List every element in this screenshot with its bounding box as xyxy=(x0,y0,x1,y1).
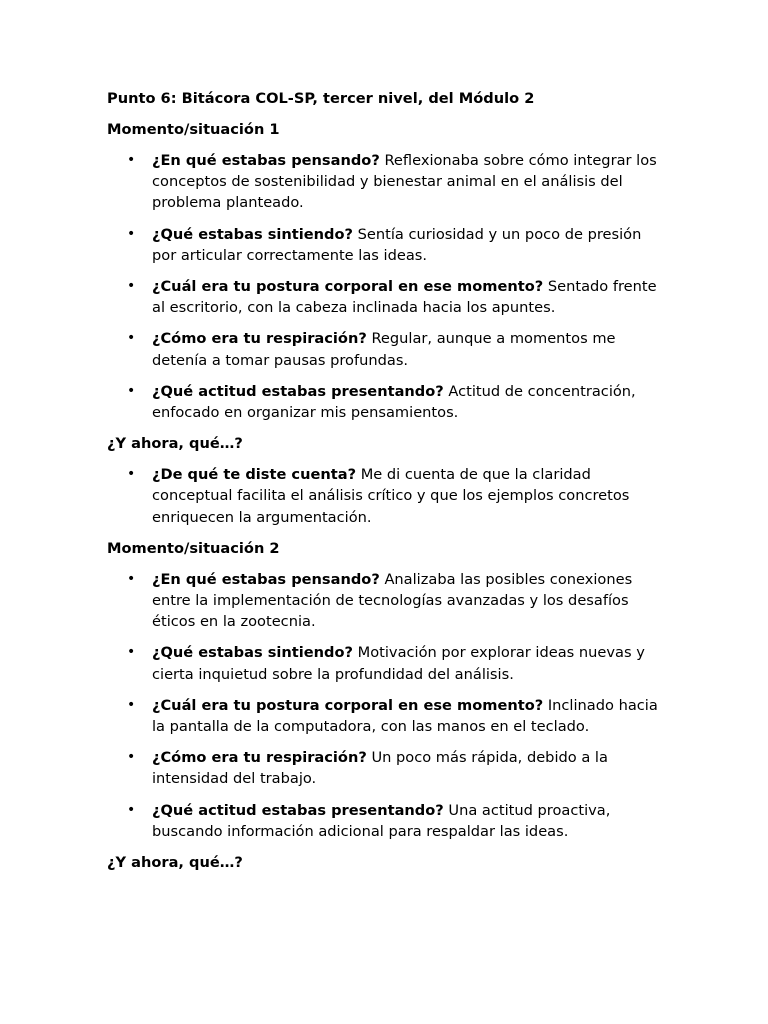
bullet-icon: • xyxy=(127,278,136,295)
question-text: ¿Cuál era tu postura corporal en ese momento? xyxy=(152,696,544,714)
bullet-icon: • xyxy=(127,382,136,399)
answer-text: Analizaba las posibles conexiones entre la implementación de tecnologías avanzadas y los desafíos éticos en la zootecnia. xyxy=(152,570,633,631)
question-list xyxy=(107,150,667,423)
list-item xyxy=(107,800,667,842)
list-item xyxy=(107,695,667,737)
question-text: ¿De qué te diste cuenta? xyxy=(152,466,357,484)
list-item xyxy=(107,747,667,789)
section-heading: ¿Y ahora, qué…? xyxy=(107,435,243,453)
answer-text: Motivación por explorar ideas nuevas y cierta inquietud sobre la profundidad del análisis. xyxy=(152,644,645,683)
bullet-icon: • xyxy=(127,152,136,168)
section-heading: ¿Y ahora, qué…? xyxy=(107,854,243,872)
list-item xyxy=(107,642,667,684)
bullet-icon: • xyxy=(127,644,136,661)
bullet-icon: • xyxy=(127,801,136,818)
question-text: ¿Qué estabas sintiendo? xyxy=(152,644,353,662)
list-item xyxy=(107,464,667,528)
bullet-icon: • xyxy=(127,225,136,242)
bullet-icon: • xyxy=(127,466,136,483)
question-text: ¿Cómo era tu respiración? xyxy=(152,749,367,767)
answer-text: Un poco más rápida, debido a la intensidad del trabajo. xyxy=(152,749,608,788)
bullet-icon: • xyxy=(127,749,136,766)
section-4 xyxy=(107,852,667,873)
answer-text: Sentado frente al escritorio, con la cabeza inclinada hacia los apuntes. xyxy=(152,278,657,317)
question-text: ¿En qué estabas pensando? xyxy=(152,152,380,169)
list-item xyxy=(107,381,667,423)
question-text: ¿Qué estabas sintiendo? xyxy=(152,225,353,243)
question-text: ¿En qué estabas pensando? xyxy=(152,570,380,588)
answer-text: Una actitud proactiva, buscando información adicional para respaldar las ideas. xyxy=(152,801,611,840)
question-text: ¿Qué actitud estabas presentando? xyxy=(152,801,444,819)
answer-text: Me di cuenta de que la claridad conceptual facilita el análisis crítico y que los ejemplos concretos enriquecen la argumentación. xyxy=(152,466,630,526)
document-title: Punto 6: Bitácora COL-SP, tercer nivel, del Módulo 2 xyxy=(107,90,535,107)
question-list xyxy=(107,464,667,528)
document-page xyxy=(107,88,667,883)
question-text: ¿Qué actitud estabas presentando? xyxy=(152,382,444,400)
list-item xyxy=(107,276,667,318)
list-item xyxy=(107,224,667,266)
question-text: ¿Cuál era tu postura corporal en ese momento? xyxy=(152,278,544,296)
list-item xyxy=(107,328,667,370)
section-2 xyxy=(107,433,667,528)
bullet-icon: • xyxy=(127,696,136,713)
list-item xyxy=(107,569,667,633)
answer-text: Reflexionaba sobre cómo integrar los conceptos de sostenibilidad y bienestar animal en el análisis del problema planteado. xyxy=(152,152,657,212)
answer-text: Sentía curiosidad y un poco de presión por articular correctamente las ideas. xyxy=(152,225,642,264)
list-item xyxy=(107,150,667,214)
bullet-icon: • xyxy=(127,330,136,347)
answer-text: Inclinado hacia la pantalla de la computadora, con las manos en el teclado. xyxy=(152,696,658,736)
answer-text: Actitud de concentración, enfocado en organizar mis pensamientos. xyxy=(152,382,636,422)
question-text: ¿Cómo era tu respiración? xyxy=(152,330,367,348)
answer-text: Regular, aunque a momentos me detenía a tomar pausas profundas. xyxy=(152,330,616,369)
section-heading: Momento/situación 1 xyxy=(107,121,280,138)
section-1 xyxy=(107,119,667,423)
question-list xyxy=(107,569,667,842)
bullet-icon: • xyxy=(127,570,136,587)
section-3 xyxy=(107,538,667,842)
section-heading: Momento/situación 2 xyxy=(107,539,280,557)
